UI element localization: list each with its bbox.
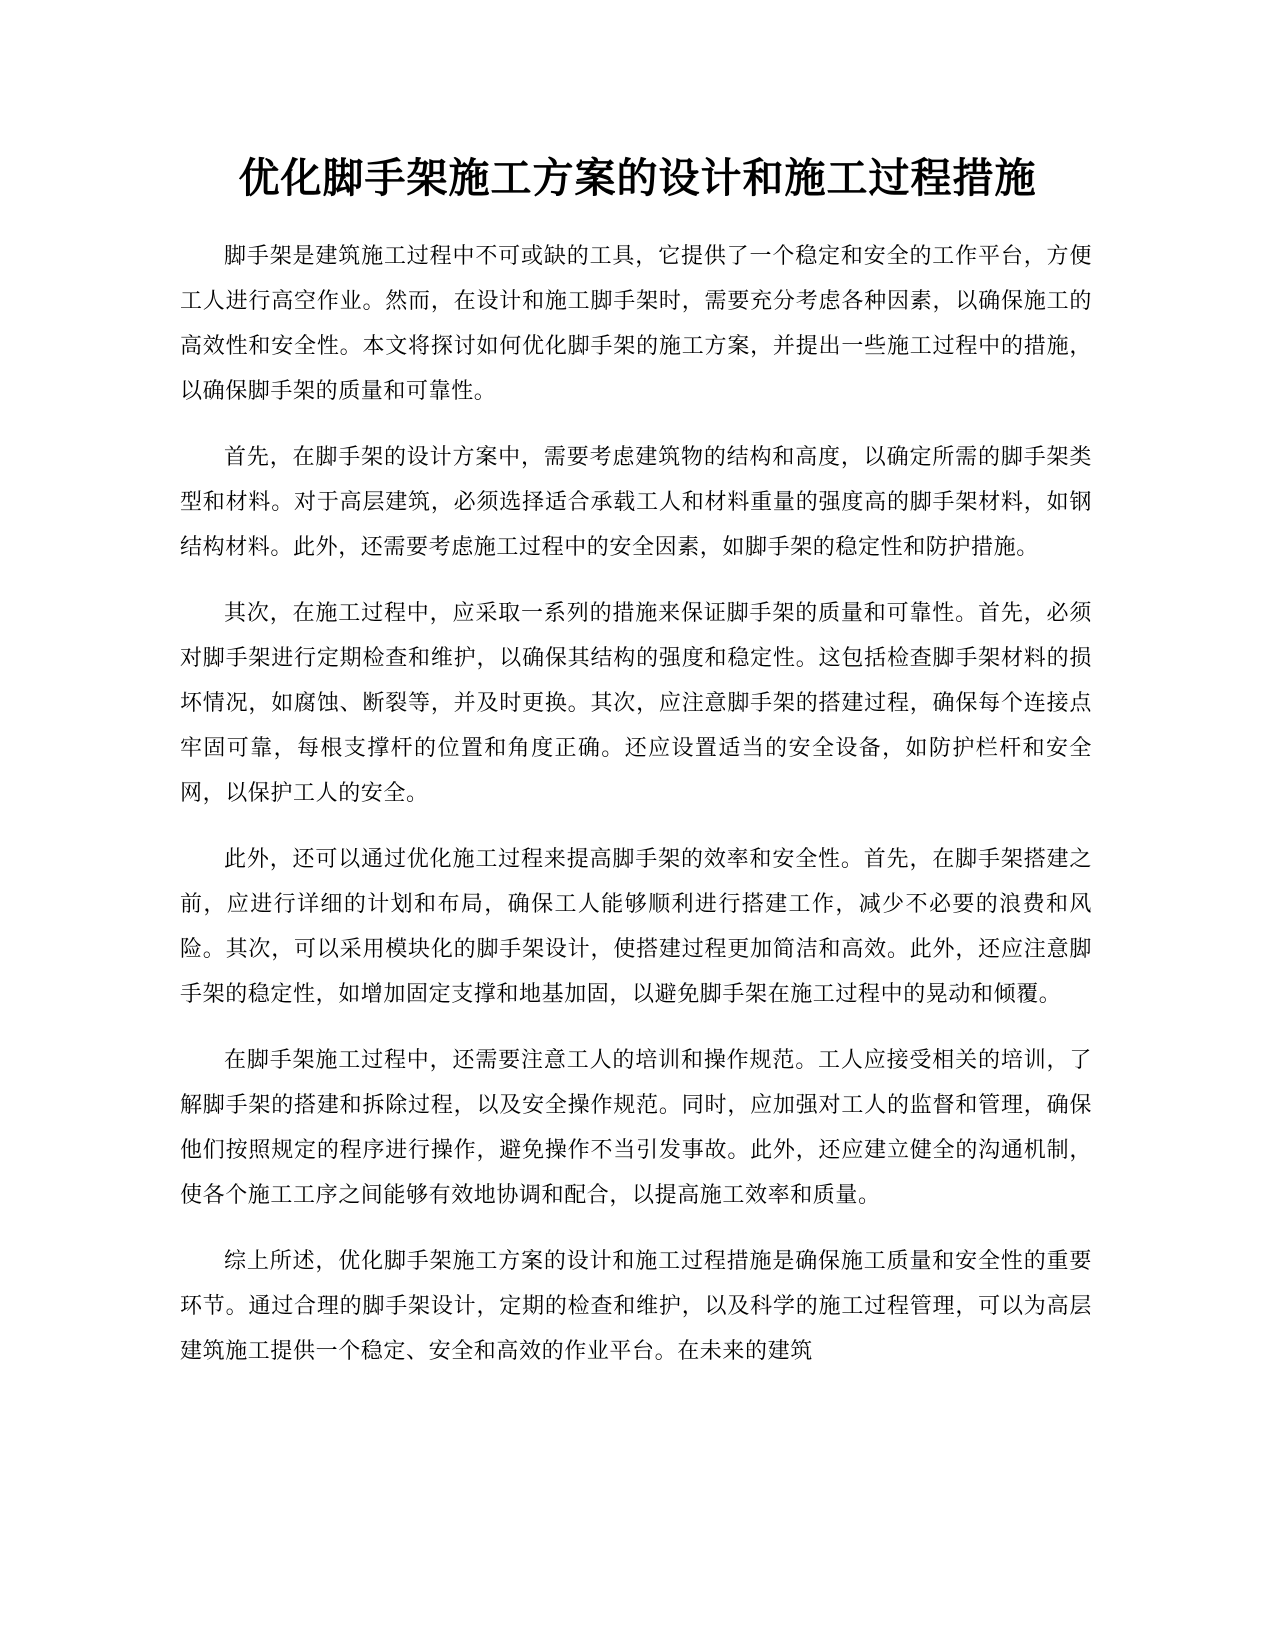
paragraph-4: 此外，还可以通过优化施工过程来提高脚手架的效率和安全性。首先，在脚手架搭建之前，应进行详细的计划和布局，确保工人能够顺利进行搭建工作，减少不必要的浪费和风险。其次，可以采用模块化的脚手架设计，使搭建过程更加简洁和高效。此外，还应注意脚手架的稳定性，如增加固定支撑和地基加固，以避免脚手架在施工过程中的晃动和倾覆。 (180, 847, 1092, 1007)
paragraph-6: 综上所述，优化脚手架施工方案的设计和施工过程措施是确保施工质量和安全性的重要环节。通过合理的脚手架设计，定期的检查和维护，以及科学的施工过程管理，可以为高层建筑施工提供一个稳定、安全和高效的作业平台。在未来的建筑 (180, 1249, 1092, 1364)
document-title: 优化脚手架施工方案的设计和施工过程措施 (238, 154, 1037, 202)
document-body (180, 234, 1092, 1395)
paragraph-2: 首先，在脚手架的设计方案中，需要考虑建筑物的结构和高度，以确定所需的脚手架类型和材料。对于高层建筑，必须选择适合承载工人和材料重量的强度高的脚手架材料，如钢结构材料。此外，还需要考虑施工过程中的安全因素，如脚手架的稳定性和防护措施。 (180, 445, 1092, 560)
paragraph-3: 其次，在施工过程中，应采取一系列的措施来保证脚手架的质量和可靠性。首先，必须对脚手架进行定期检查和维护，以确保其结构的强度和稳定性。这包括检查脚手架材料的损坏情况，如腐蚀、断裂等，并及时更换。其次，应注意脚手架的搭建过程，确保每个连接点牢固可靠，每根支撑杆的位置和角度正确。还应设置适当的安全设备，如防护栏杆和安全网，以保护工人的安全。 (180, 601, 1092, 806)
paragraph-1: 脚手架是建筑施工过程中不可或缺的工具，它提供了一个稳定和安全的工作平台，方便工人进行高空作业。然而，在设计和施工脚手架时，需要充分考虑各种因素，以确保施工的高效性和安全性。本文将探讨如何优化脚手架的施工方案，并提出一些施工过程中的措施，以确保脚手架的质量和可靠性。 (180, 244, 1092, 404)
paragraph-5: 在脚手架施工过程中，还需要注意工人的培训和操作规范。工人应接受相关的培训，了解脚手架的搭建和拆除过程，以及安全操作规范。同时，应加强对工人的监督和管理，确保他们按照规定的程序进行操作，避免操作不当引发事故。此外，还应建立健全的沟通机制，使各个施工工序之间能够有效地协调和配合，以提高施工效率和质量。 (180, 1048, 1092, 1208)
